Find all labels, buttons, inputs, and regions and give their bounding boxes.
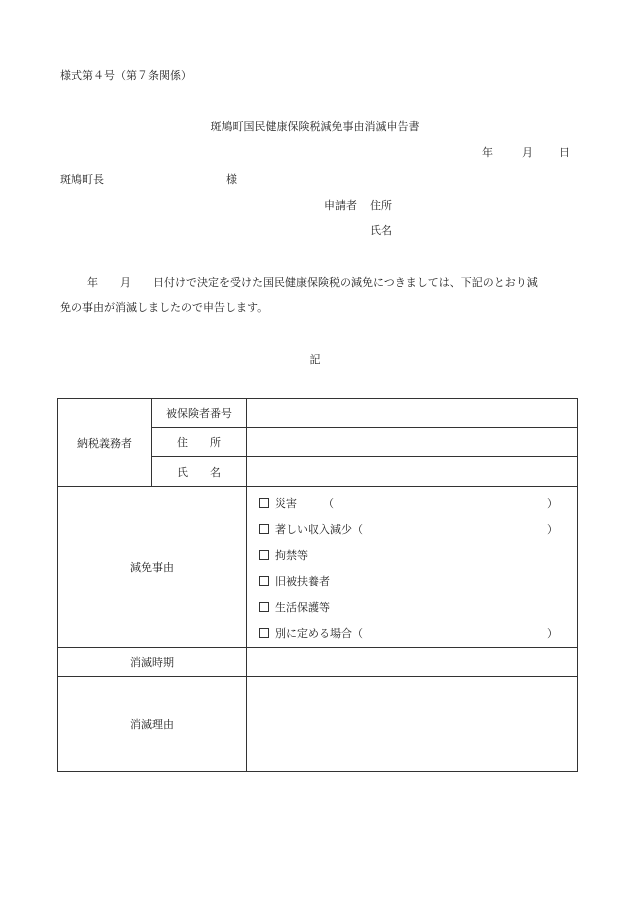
reason-option[interactable] <box>259 569 577 595</box>
taxpayer-label: 納税義務者 <box>58 399 152 487</box>
reason-label: 旧被扶養者 <box>275 575 330 588</box>
application-table <box>57 398 578 772</box>
extinction-date-label: 消滅時期 <box>58 648 247 677</box>
addressee-honorific: 様 <box>226 173 237 186</box>
taxpayer-address-label: 住 所 <box>152 428 247 457</box>
reason-close-paren: ） <box>547 627 558 640</box>
reason-option[interactable] <box>259 517 577 543</box>
body-paragraph <box>60 270 572 320</box>
reason-label: 生活保護等 <box>275 601 330 614</box>
reason-label: 災害 <box>275 497 297 510</box>
reason-open-paren: （ <box>352 523 363 536</box>
reason-checkbox[interactable] <box>259 576 269 586</box>
reason-checkbox[interactable] <box>259 628 269 638</box>
addressee-name: 斑鳩町長 <box>60 173 104 186</box>
extinction-reason-label: 消滅理由 <box>58 677 247 772</box>
reason-option[interactable] <box>259 621 577 647</box>
applicant-name-label: 氏名 <box>370 224 392 237</box>
reason-label: 別に定める場合 <box>275 627 352 640</box>
taxpayer-name-label: 氏 名 <box>152 457 247 487</box>
insured-number-field[interactable] <box>247 399 578 428</box>
exemption-reason-options <box>247 487 578 648</box>
reason-label: 著しい収入減少 <box>275 523 352 536</box>
reason-option[interactable] <box>259 543 577 569</box>
reason-checkbox[interactable] <box>259 498 269 508</box>
body-line-1: 年 月 日付けで決定を受けた国民健康保険税の減免につきましては、下記のとおり減 <box>87 276 538 289</box>
document-title: 斑鳩町国民健康保険税減免事由消滅申告書 <box>210 120 420 133</box>
taxpayer-name-field[interactable] <box>247 457 578 487</box>
reason-label: 拘禁等 <box>275 549 308 562</box>
form-number: 様式第４号（第７条関係） <box>60 69 192 82</box>
reason-close-paren: ） <box>547 497 558 510</box>
date-year-label: 年 <box>482 146 493 159</box>
taxpayer-address-field[interactable] <box>247 428 578 457</box>
extinction-date-field[interactable] <box>247 648 578 677</box>
applicant-address-label: 住所 <box>370 199 392 212</box>
ki-heading: 記 <box>309 353 321 366</box>
reason-open-paren: （ <box>323 497 334 510</box>
body-line-2: 免の事由が消滅しましたので申告します。 <box>60 301 269 314</box>
reason-checkbox[interactable] <box>259 524 269 534</box>
reason-checkbox[interactable] <box>259 602 269 612</box>
date-month-label: 月 <box>522 146 533 159</box>
exemption-reason-label: 減免事由 <box>58 487 247 648</box>
extinction-reason-field[interactable] <box>247 677 578 772</box>
reason-option[interactable] <box>259 491 577 517</box>
reason-option[interactable] <box>259 595 577 621</box>
applicant-label: 申請者 <box>324 199 357 212</box>
reason-checkbox[interactable] <box>259 550 269 560</box>
reason-open-paren: （ <box>352 627 363 640</box>
reason-close-paren: ） <box>547 523 558 536</box>
insured-number-label: 被保険者番号 <box>152 399 247 428</box>
date-day-label: 日 <box>559 146 570 159</box>
date-line <box>482 146 570 160</box>
reason-list <box>247 487 577 647</box>
